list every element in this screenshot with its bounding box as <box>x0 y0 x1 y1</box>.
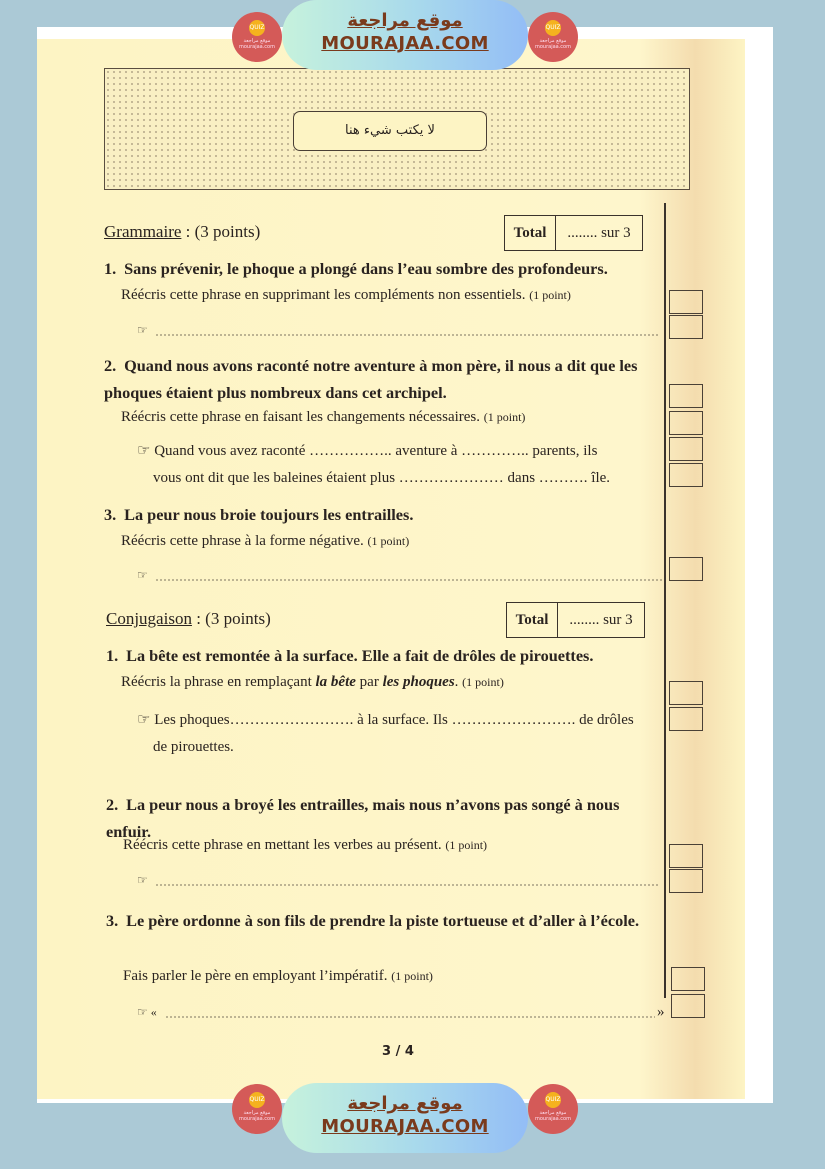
quiz-icon: QUIZ <box>249 20 265 36</box>
mark-box[interactable] <box>669 411 703 435</box>
site-name: MOURAJAA.COM <box>321 1116 489 1137</box>
answer-line-g1[interactable] <box>137 317 662 344</box>
closing-quote: » <box>657 1004 665 1020</box>
total-score-field[interactable]: ........ sur 3 <box>569 612 633 628</box>
margin-divider <box>664 203 666 998</box>
logo-right-bottom <box>528 1084 578 1134</box>
total-score-field[interactable]: ........ sur 3 <box>567 225 631 241</box>
pointing-hand-icon: ☞ <box>137 323 148 337</box>
logo-caption: موقع مراجعة mourajaa.com <box>534 38 571 50</box>
logo-left-bottom <box>232 1084 282 1134</box>
question-sentence: Quand nous avons raconté notre aventure à mon père, il nous a dit que les phoques étaient plus nombreux dans cet archipel. <box>104 356 638 402</box>
total-box-conjugaison <box>506 602 645 638</box>
answer-fill-c1[interactable] <box>137 707 662 761</box>
instruction-g2 <box>121 409 525 426</box>
question-c1 <box>106 642 666 669</box>
instruction-c3 <box>123 968 433 985</box>
points-label: (1 point) <box>445 838 488 852</box>
mark-box[interactable] <box>669 844 703 868</box>
answer-dots <box>155 334 660 336</box>
answer-dots <box>155 579 663 581</box>
answer-line-c2[interactable] <box>137 867 662 894</box>
question-sentence: La peur nous broie toujours les entrailles. <box>124 505 414 524</box>
pointing-hand-icon: ☞ « <box>137 1005 157 1019</box>
emphasis-text: la bête <box>315 674 356 690</box>
document-sheet <box>37 27 773 1103</box>
question-g1 <box>104 255 664 282</box>
mark-box[interactable] <box>669 463 703 487</box>
site-name: MOURAJAA.COM <box>321 33 489 54</box>
section-points: : (3 points) <box>181 222 261 241</box>
logo-caption: موقع مراجعة mourajaa.com <box>238 38 275 50</box>
logo-caption: موقع مراجعة mourajaa.com <box>534 1110 571 1122</box>
points-label: (1 point) <box>462 675 504 689</box>
mark-box[interactable] <box>671 967 705 991</box>
instruction-g1 <box>121 287 571 304</box>
section-title-conjugaison <box>106 609 271 629</box>
logo-caption: موقع مراجعة mourajaa.com <box>238 1110 275 1122</box>
quiz-icon: QUIZ <box>545 1092 561 1108</box>
answer-line-g3[interactable] <box>137 562 662 589</box>
total-box-grammaire <box>504 215 643 251</box>
mark-box[interactable] <box>669 681 703 705</box>
instruction-c1 <box>121 674 504 691</box>
emphasis-text: les phoques <box>382 674 455 690</box>
do-not-write-label: لا يكتب شيء هنا <box>293 111 487 151</box>
site-arabic-name: موقع مراجعة <box>347 1093 463 1114</box>
answer-line[interactable]: de pirouettes. <box>153 739 234 755</box>
mark-box[interactable] <box>669 437 703 461</box>
question-c3 <box>106 907 662 934</box>
question-sentence: La bête est remontée à la surface. Elle a fait de drôles de pirouettes. <box>126 646 594 665</box>
mark-box[interactable] <box>671 994 705 1018</box>
site-arabic-name: موقع مراجعة <box>347 10 463 31</box>
points-label: (1 point) <box>391 969 433 983</box>
pointing-hand-icon: ☞ <box>137 873 148 887</box>
exam-page <box>37 39 745 1099</box>
question-g3 <box>104 501 664 528</box>
instruction-text: Réécris cette phrase en faisant les changements nécessaires. <box>121 409 481 425</box>
answer-line[interactable]: vous ont dit que les baleines étaient plus ………………… dans ………. île. <box>153 470 611 486</box>
quiz-icon: QUIZ <box>249 1092 265 1108</box>
question-sentence: Sans prévenir, le phoque a plongé dans l’eau sombre des profondeurs. <box>124 259 608 278</box>
instruction-text: Réécris la phrase en remplaçant <box>121 674 316 690</box>
site-banner-top[interactable] <box>282 0 528 70</box>
question-number: 1. <box>106 646 119 665</box>
instruction-text: Fais parler le père en employant l’impératif. <box>123 968 388 984</box>
mark-box[interactable] <box>669 869 703 893</box>
instruction-text: Réécris cette phrase à la forme négative. <box>121 533 364 549</box>
section-title-grammaire <box>104 222 260 242</box>
points-label: (1 point) <box>529 288 571 302</box>
instruction-text: par <box>355 674 383 690</box>
points-label: (1 point) <box>367 534 410 548</box>
logo-right-top <box>528 12 578 62</box>
instruction-c2 <box>123 837 487 854</box>
site-banner-bottom[interactable] <box>282 1083 528 1153</box>
page-number: 3 / 4 <box>382 1044 414 1059</box>
answer-dots <box>155 884 660 886</box>
instruction-text: Réécris cette phrase en supprimant les compléments non essentiels. <box>121 287 526 303</box>
answer-line[interactable]: ☞ Quand vous avez raconté …………….. aventure à ………….. parents, ils <box>137 443 598 459</box>
question-g2 <box>104 352 664 406</box>
instruction-text: . <box>454 674 459 690</box>
total-label: Total <box>505 216 556 250</box>
question-number: 1. <box>104 259 117 278</box>
do-not-write-zone <box>104 68 690 190</box>
question-number: 2. <box>104 356 117 375</box>
answer-fill-g2[interactable] <box>137 438 662 492</box>
mark-box[interactable] <box>669 707 703 731</box>
instruction-g3 <box>121 533 409 550</box>
mark-box[interactable] <box>669 557 703 581</box>
pointing-hand-icon: ☞ <box>137 568 148 582</box>
section-name: Grammaire <box>104 222 182 241</box>
answer-line[interactable]: ☞ Les phoques……………………. à la surface. Ils ……………………. de drôles <box>137 712 634 728</box>
question-number: 3. <box>104 505 117 524</box>
points-label: (1 point) <box>483 410 526 424</box>
mark-box[interactable] <box>669 384 703 408</box>
mark-box[interactable] <box>669 290 703 314</box>
total-label: Total <box>507 603 558 637</box>
answer-line-c3[interactable] <box>137 999 665 1026</box>
quiz-icon: QUIZ <box>545 20 561 36</box>
instruction-text: Réécris cette phrase en mettant les verbes au présent. <box>123 837 442 853</box>
question-number: 2. <box>106 795 119 814</box>
question-number: 3. <box>106 911 119 930</box>
question-sentence: La peur nous a broyé les entrailles, mais nous n’avons pas songé à nous enfuir. <box>106 795 620 841</box>
section-name: Conjugaison <box>106 609 192 628</box>
question-sentence: Le père ordonne à son fils de prendre la piste tortueuse et d’aller à l’école. <box>126 911 640 930</box>
logo-left-top <box>232 12 282 62</box>
section-points: : (3 points) <box>191 609 271 628</box>
mark-box[interactable] <box>669 315 703 339</box>
answer-dots <box>165 1016 655 1018</box>
